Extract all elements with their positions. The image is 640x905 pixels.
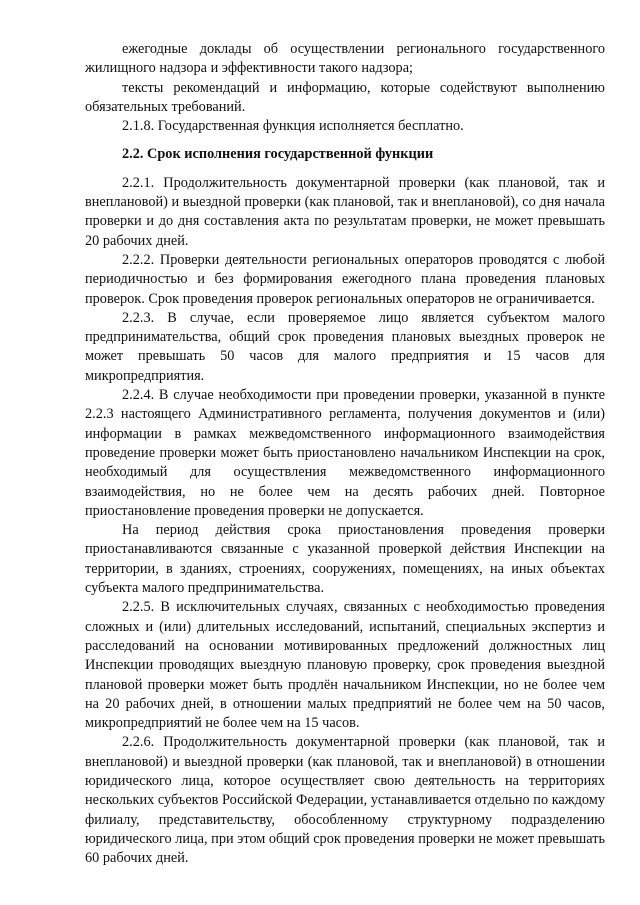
paragraph-2-2-4: 2.2.4. В случае необходимости при проведении проверки, указанной в пункте 2.2.3 настоящего Административного регламента, получения документов и (или) информации в рамках межведомственного информационного взаимодействия проведение проверки может быть приостановлено начальником Инспекции на срок, необходимый для осуществления межведомственного информационного взаимодействия, но не более чем на десять рабочих дней. Повторное приостановление проведения проверки не допускается. (85, 387, 605, 519)
paragraph-recommendations: тексты рекомендаций и информацию, которые содействуют выполнению обязательных требований. (85, 79, 605, 115)
document-page (85, 40, 605, 868)
paragraph-2-2-2: 2.2.2. Проверки деятельности региональных операторов проводятся с любой периодичностью и без формирования ежегодного плана проведения плановых проверок. Срок проведения проверок региональных операторов не ограничивается. (85, 251, 605, 307)
paragraph-suspension-period: На период действия срока приостановления проведения проверки приостанавливаются связанные с указанной проверкой действия Инспекции на территории, в зданиях, строениях, сооружениях, помещениях, на иных объектах субъекта малого предпринимательства. (85, 522, 605, 597)
paragraph-2-2-3: 2.2.3. В случае, если проверяемое лицо является субъектом малого предпринимательства, общий срок проведения плановых выездных проверок не может превышать 50 часов для малого предприятия и 15 часов для микропредприятия. (85, 309, 605, 384)
paragraph-2-2-6: 2.2.6. Продолжительность документарной проверки (как плановой, так и внеплановой) и выездной проверки (как плановой, так и внеплановой) в отношении юридического лица, которое осуществляет свою деятельность на территориях нескольких субъектов Российской Федерации, устанавливается отдельно по каждому филиалу, представительству, обособленному структурному подразделению юридического лица, при этом общий срок проведения проверки не может превышать 60 рабочих дней. (85, 734, 606, 867)
section-heading: 2.2. Срок исполнения государственной функции (122, 146, 434, 163)
paragraph-2-2-5: 2.2.5. В исключительных случаях, связанных с необходимостью проведения сложных и (или) длительных исследований, испытаний, специальных экспертиз и расследований на основании мотивированных предложений должностных лиц Инспекции проводящих выездную плановую проверку, срок проведения выездной плановой проверки может быть продлён начальником Инспекции, но не более чем на 20 рабочих дней, в отношении малых предприятий не более чем на 50 часов, микропредприятий не более чем на 15 часов. (85, 599, 605, 732)
paragraph-free-of-charge: 2.1.8. Государственная функция исполняется бесплатно. (122, 118, 464, 135)
paragraph-annual-reports: ежегодные доклады об осуществлении регионального государственного жилищного надзора и эффективности такого надзора; (85, 41, 605, 77)
paragraph-2-2-1: 2.2.1. Продолжительность документарной проверки (как плановой, так и внеплановой) и выездной проверки (как плановой, так и внеплановой), со дня начала проверки и до дня составления акта по результатам проверки, не может превышать 20 рабочих дней. (85, 174, 605, 249)
